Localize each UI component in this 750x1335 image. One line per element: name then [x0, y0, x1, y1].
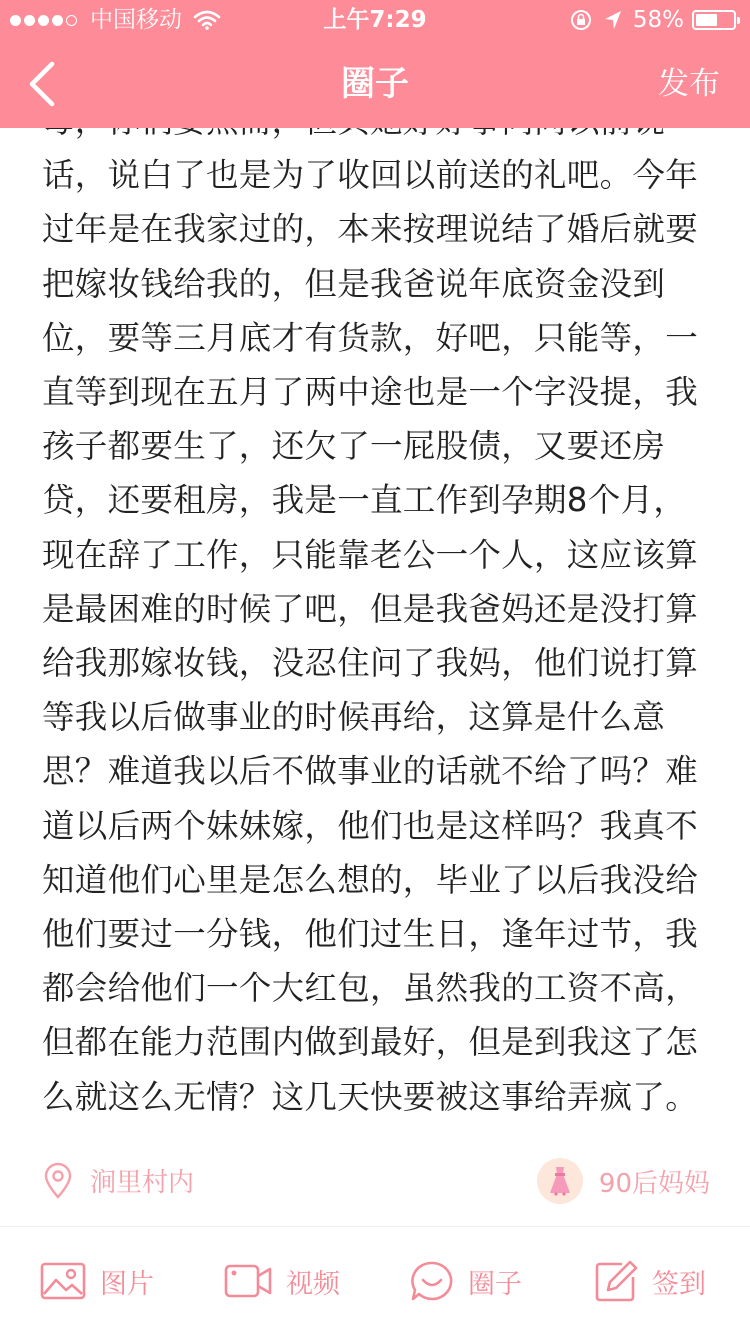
video-button-label: 视频 [286, 1268, 340, 1300]
image-button-label: 图片 [100, 1268, 154, 1300]
battery-icon [692, 10, 736, 30]
status-bar [0, 0, 750, 40]
bottom-toolbar [0, 1226, 750, 1334]
orientation-lock-icon [569, 8, 593, 32]
image-icon [40, 1261, 86, 1301]
group-name: 90后妈妈 [598, 1168, 710, 1199]
top-bar [0, 0, 750, 128]
sign-in-icon [594, 1259, 638, 1303]
video-icon [224, 1261, 272, 1301]
dress-icon [546, 1165, 574, 1197]
post-content-area[interactable] [0, 128, 750, 1162]
group-tag[interactable] [537, 1158, 710, 1204]
location-name: 涧里村内 [90, 1168, 195, 1198]
sign-in-button[interactable] [594, 1227, 706, 1335]
post-body-text: 话，说白了也是为了收回以前送的礼吧。今年过年是在我家过的，本来按理说结了婚后就要把嫁妆钱给我的，但是我爸说年底资金没到位，要等三月底才有货款，好吧，只能等，一直等到现在五月了两中途也是一个字没提，我孩子都要生了，还欠了一屁股债，又要还房贷，还要租房，我是一直工作到孕期8个月，现在辞了工作，只能靠老公一个人，这应该算是最困难的时候了吧，但是我爸妈还是没打算给我那嫁妆钱，没忍住问了我妈，他们说打算等我以后做事业的时候再给，这算是什么意思？难道我以后不做事业的话就不给了吗？难道以后两个妹妹嫁，他们也是这样吗？我真不知道他们心里是怎么想的，毕业了以后我没给他们要过一分钱，他们过生日，逢年过节，我都会给他们一个大红包，虽然我的工资不高，但都在能力范围内做到最好，但是到我这了怎么就这么无情？这几天快要被这事给弄疯了。 [42, 156, 699, 1116]
battery-percent: 58% [632, 7, 684, 33]
image-button[interactable] [40, 1227, 154, 1335]
video-button[interactable] [224, 1227, 340, 1335]
sign-in-button-label: 签到 [652, 1268, 706, 1300]
location-tag[interactable] [42, 1162, 194, 1199]
circle-chat-icon [410, 1260, 454, 1302]
carrier-name: 中国移动 [90, 7, 182, 33]
page-title: 圈子 [341, 64, 409, 104]
circle-button-label: 圈子 [468, 1268, 522, 1300]
location-pin-icon [42, 1163, 74, 1199]
status-time: 上午7:29 [323, 7, 427, 33]
group-avatar [537, 1158, 583, 1204]
nav-bar [0, 40, 750, 128]
circle-button[interactable] [410, 1227, 522, 1335]
post-meta [0, 1156, 750, 1212]
location-arrow-icon [603, 9, 623, 31]
publish-button[interactable]: 发布 [658, 66, 720, 102]
